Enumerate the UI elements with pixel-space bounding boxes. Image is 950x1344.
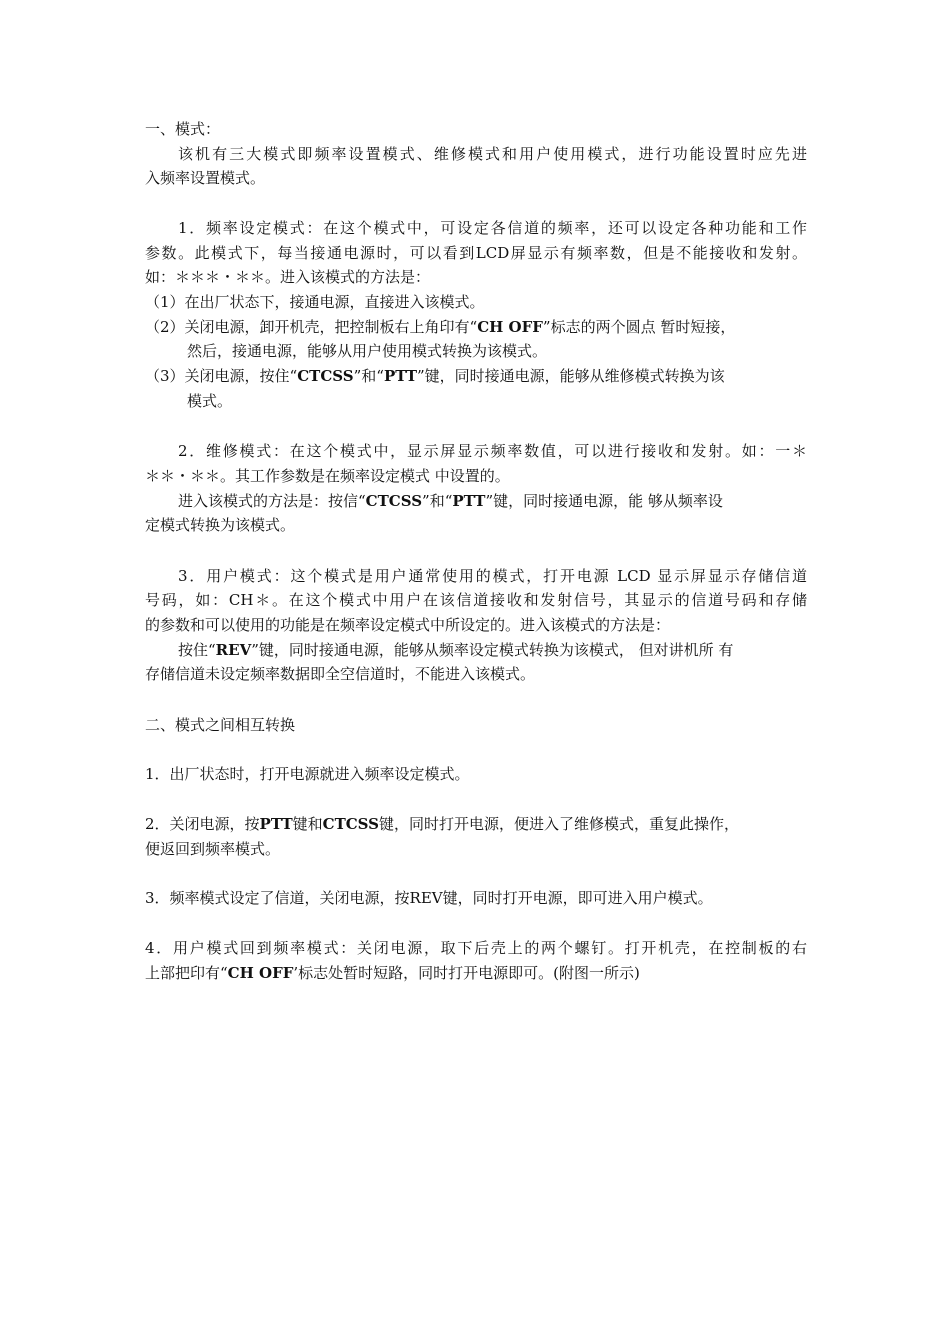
mode3-line-3: 的参数和可以使用的功能是在频率设定模式中所设定的。进入该模式的方法是： <box>145 616 671 634</box>
section2-item-4-text-1: 上部把印有“ <box>145 964 228 982</box>
ch-off-label: CH OFF <box>227 964 294 982</box>
mode1-item-3-text-2: ”和“ <box>353 367 384 385</box>
mode1-line-3: 如：＊＊＊・＊＊。进入该模式的方法是： <box>145 268 431 286</box>
section2-item-2-text-1: 2．关闭电源，按 <box>145 815 260 833</box>
section2-item-2-text-2: 键和 <box>292 815 323 833</box>
mode1-item-1: （1）在出厂状态下，接通电源，直接进入该模式。 <box>145 293 485 311</box>
mode1-item-2-text-2: ”标志的两个圆点 暂时短接， <box>542 318 736 336</box>
mode3-enter-text-2: ”键，同时接通电源，能够从频率设定模式转换为该模式， 但对讲机所 有 <box>251 641 734 659</box>
mode2-enter-text-1: 进入该模式的方法是：按信“ <box>178 492 366 510</box>
ptt-label: PTT <box>259 815 293 833</box>
mode1-item-3-text-3: ”键，同时接通电源，能够从维修模式转换为该 <box>417 367 725 385</box>
mode1-item-3 <box>145 364 725 389</box>
mode1-item-2-text-1: （2）关闭电源，卸开机壳，把控制板右上角印有“ <box>145 318 478 336</box>
mode2-line-2: ＊＊・＊＊。其工作参数是在频率设定模式 中设置的。 <box>145 467 510 485</box>
intro-line-2: 入频率设置模式。 <box>145 169 266 187</box>
mode2-enter-text-3: ”键，同时接通电源，能 够从频率设 <box>485 492 723 510</box>
section2-item-2-line-2: 便返回到频率模式。 <box>145 840 281 858</box>
section2-item-3: 3．频率模式设定了信道，关闭电源，按REV键，同时打开电源，即可进入用户模式。 <box>145 889 713 907</box>
intro-line-1: 该机有三大模式即频率设置模式、维修模式和用户使用模式，进行功能设置时应先进 <box>178 145 807 163</box>
section2-item-2-text-3: 键，同时打开电源，便进入了维修模式，重复此操作， <box>379 815 740 833</box>
mode1-item-2 <box>145 315 735 340</box>
ctcss-label: CTCSS <box>297 367 354 385</box>
mode2-enter-line-2: 定模式转换为该模式。 <box>145 516 296 534</box>
rev-label: REV <box>215 641 252 659</box>
section2-item-1: 1．出厂状态时，打开电源就进入频率设定模式。 <box>145 765 470 783</box>
mode3-enter <box>178 638 733 663</box>
section2-item-4-line-2 <box>145 961 640 986</box>
ptt-label: PTT <box>383 367 418 385</box>
mode3-enter-line-2: 存储信道未设定频率数据即全空信道时，不能进入该模式。 <box>145 665 536 683</box>
mode3-line-2: 号码，如：CH＊。在这个模式中用户在该信道接收和发射信号，其显示的信道号码和存储 <box>145 591 807 609</box>
mode1-item-3-line-2: 模式。 <box>187 392 233 410</box>
mode1-line-2: 参数。此模式下，每当接通电源时，可以看到LCD屏显示有频率数，但是不能接收和发射。 <box>145 244 807 262</box>
mode1-item-2-line-2: 然后，接通电源，能够从用户使用模式转换为该模式。 <box>187 342 548 360</box>
mode3-enter-text-1: 按住“ <box>178 641 216 659</box>
mode2-enter <box>178 489 723 514</box>
mode2-line-1: 2．维修模式：在这个模式中，显示屏显示频率数值，可以进行接收和发射。如：一＊ <box>178 442 807 460</box>
mode3-line-1: 3．用户模式：这个模式是用户通常使用的模式，打开电源 LCD 显示屏显示存储信道 <box>178 567 807 585</box>
ptt-label: PTT <box>452 492 486 510</box>
mode1-line-1: 1．频率设定模式：在这个模式中，可设定各信道的频率，还可以设定各种功能和工作 <box>178 219 807 237</box>
mode2-enter-text-2: ”和“ <box>422 492 453 510</box>
mode1-item-3-text-1: （3）关闭电源，按住“ <box>145 367 298 385</box>
section2-item-4: 4．用户模式回到频率模式：关闭电源，取下后壳上的两个螺钉。打开机壳，在控制板的右 <box>145 939 807 957</box>
ctcss-label: CTCSS <box>365 492 423 510</box>
section2-heading: 二、模式之间相互转换 <box>145 716 296 734</box>
ch-off-label: CH OFF <box>477 318 543 336</box>
section2-item-4-text-2: ’标志处暂时短路，同时打开电源即可。(附图一所示) <box>293 964 640 982</box>
section1-heading: 一、模式： <box>145 120 221 138</box>
section2-item-2 <box>145 812 739 837</box>
ctcss-label: CTCSS <box>322 815 380 833</box>
